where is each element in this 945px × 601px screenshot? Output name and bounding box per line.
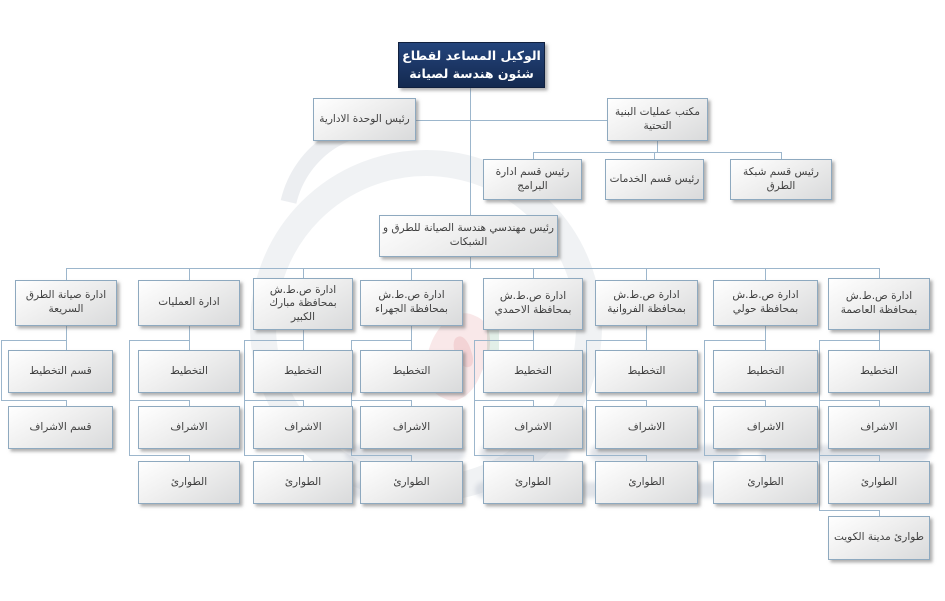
org-node-label: التخطيط (284, 364, 322, 377)
org-node-dept-4-child-2 (360, 406, 463, 449)
org-node-dept-4-child-3 (360, 461, 463, 504)
org-node-root-label: الوكيل المساعد لقطاع شئون هندسة لصيانة (402, 47, 541, 81)
org-node-dept-6 (595, 280, 698, 326)
org-node-dept-6-child-2 (595, 406, 698, 449)
connector-line (470, 88, 471, 215)
org-node-dept-7-child-3 (713, 461, 818, 504)
org-node-label: الطوارئ (747, 475, 784, 488)
org-node-dept-5-child-3 (483, 461, 583, 504)
org-node-services-section (605, 159, 704, 200)
connector-line (416, 120, 607, 121)
connector-line (879, 268, 880, 278)
connector-line (533, 152, 782, 153)
org-node-label: رئيس الوحدة الادارية (319, 112, 410, 125)
org-node-dept-4 (360, 280, 463, 326)
org-node-label: رئيس مهندسي هندسة الصيانة للطرق و الشبكات (382, 222, 554, 248)
connector-line (819, 455, 879, 456)
org-node-label: طوارئ مدينة الكويت (833, 531, 925, 544)
org-node-admin-unit (313, 98, 416, 141)
org-node-dept-3-child-1 (253, 350, 353, 393)
org-node-dept-3 (253, 278, 353, 330)
org-node-label: ادارة ص.ط.ش بمحافظة الفروانية (607, 289, 686, 315)
org-node-label: ادارة ص.ط.ش بمحافظة مبارك الكبير (269, 283, 337, 323)
org-node-dept-2-child-3 (138, 461, 240, 504)
connector-line (704, 340, 705, 455)
org-node-label: الطوارئ (393, 475, 430, 488)
org-node-programs-section (483, 159, 582, 200)
connector-line (351, 455, 411, 456)
org-node-dept-5 (483, 278, 583, 330)
org-node-label: ادارة صيانة الطرق السريعة (25, 289, 107, 315)
org-node-roads-network-section (730, 159, 832, 200)
connector-line (704, 340, 765, 341)
org-node-root (398, 42, 545, 88)
org-node-label: مكتب عمليات البنية التحتية (615, 105, 700, 132)
org-node-dept-4-child-1 (360, 350, 463, 393)
org-node-dept-8-child-1 (828, 350, 930, 393)
connector-line (533, 330, 534, 350)
org-node-dept-5-child-2 (483, 406, 583, 449)
org-node-dept-3-child-2 (253, 406, 353, 449)
connector-line (244, 455, 303, 456)
connector-line (244, 400, 303, 401)
connector-line (586, 340, 587, 455)
org-node-label: الطوارئ (514, 475, 552, 488)
connector-line (66, 268, 67, 280)
org-node-dept-3-child-3 (253, 461, 353, 504)
connector-line (765, 326, 766, 350)
connector-line (129, 340, 130, 455)
org-node-infra-operations-office (607, 98, 708, 141)
connector-line (765, 268, 766, 280)
org-node-dept-8-child-4 (828, 516, 930, 560)
org-node-dept-8-child-2 (828, 406, 930, 449)
org-node-label: التخطيط (170, 364, 208, 377)
connector-line (704, 455, 765, 456)
org-node-label: ادارة ص.ط.ش بمحافظة العاصمة (840, 290, 918, 316)
connector-line (533, 268, 534, 278)
connector-line (474, 340, 475, 455)
org-node-label: ادارة ص.ط.ش بمحافظة الجهراء (375, 289, 448, 315)
connector-line (244, 340, 245, 455)
connector-line (411, 268, 412, 280)
connector-line (586, 400, 646, 401)
connector-line (474, 340, 533, 341)
org-node-label: التخطيط (746, 364, 785, 377)
org-node-label: التخطيط (514, 364, 552, 377)
connector-line (189, 268, 190, 280)
org-node-label: الطوارئ (170, 475, 208, 488)
org-node-dept-7 (713, 280, 818, 326)
org-node-dept-1-child-2 (8, 406, 113, 449)
org-node-label: قسم الاشراف (29, 420, 92, 433)
org-node-chief-engineer (379, 215, 558, 257)
org-node-label: الاشراف (860, 420, 898, 433)
org-node-label: ادارة ص.ط.ش بمحافظة الاحمدي (494, 290, 572, 316)
org-node-label: الاشراف (514, 420, 552, 433)
connector-line (704, 400, 765, 401)
org-node-label: الطوارئ (284, 475, 322, 488)
connector-line (1, 400, 66, 401)
org-node-dept-2 (138, 280, 240, 326)
connector-line (474, 455, 533, 456)
org-node-dept-7-child-2 (713, 406, 818, 449)
org-node-label: ادارة ص.ط.ش بمحافظة حولي (732, 289, 799, 315)
org-node-dept-2-child-1 (138, 350, 240, 393)
connector-line (129, 455, 189, 456)
connector-line (129, 400, 189, 401)
org-node-label: التخطيط (860, 364, 898, 377)
org-node-label: الاشراف (627, 420, 666, 433)
org-node-label: التخطيط (627, 364, 666, 377)
org-node-label: الطوارئ (628, 475, 665, 488)
org-node-dept-7-child-1 (713, 350, 818, 393)
org-node-label: رئيس قسم ادارة البرامج (495, 165, 570, 192)
connector-line (351, 400, 411, 401)
connector-line (646, 268, 647, 280)
connector-line (819, 510, 879, 511)
connector-line (657, 141, 658, 152)
org-node-label: الاشراف (170, 420, 208, 433)
connector-line (586, 455, 646, 456)
connector-line (66, 326, 67, 350)
connector-line (129, 340, 189, 341)
connector-line (1, 340, 66, 341)
connector-line (474, 400, 533, 401)
org-node-dept-8-child-3 (828, 461, 930, 504)
connector-line (411, 326, 412, 350)
org-node-label: ادارة العمليات (158, 296, 220, 309)
org-node-label: التخطيط (392, 364, 431, 377)
org-node-dept-8 (828, 278, 930, 330)
connector-line (654, 152, 655, 159)
connector-line (819, 340, 820, 510)
org-node-dept-5-child-1 (483, 350, 583, 393)
org-node-dept-6-child-3 (595, 461, 698, 504)
connector-line (244, 340, 303, 341)
connector-line (303, 330, 304, 350)
org-node-dept-1-child-1 (8, 350, 113, 393)
connector-line (533, 152, 534, 159)
org-node-label: الطوارئ (860, 475, 898, 488)
connector-line (819, 340, 879, 341)
org-node-label: رئيس قسم الخدمات (609, 172, 700, 185)
connector-line (470, 257, 471, 268)
connector-line (781, 152, 782, 159)
org-node-label: الاشراف (284, 420, 322, 433)
org-node-label: الاشراف (392, 420, 431, 433)
org-node-dept-2-child-2 (138, 406, 240, 449)
connector-line (879, 330, 880, 350)
connector-line (586, 340, 646, 341)
connector-line (351, 340, 411, 341)
connector-line (1, 340, 2, 400)
org-node-label: الاشراف (746, 420, 785, 433)
org-node-label: رئيس قسم شبكة الطرق (743, 165, 819, 192)
org-node-label: قسم التخطيط (29, 364, 92, 377)
connector-line (189, 326, 190, 350)
org-node-dept-1 (15, 280, 117, 326)
connector-line (646, 326, 647, 350)
connector-line (303, 268, 304, 278)
org-node-dept-6-child-1 (595, 350, 698, 393)
connector-line (819, 400, 879, 401)
